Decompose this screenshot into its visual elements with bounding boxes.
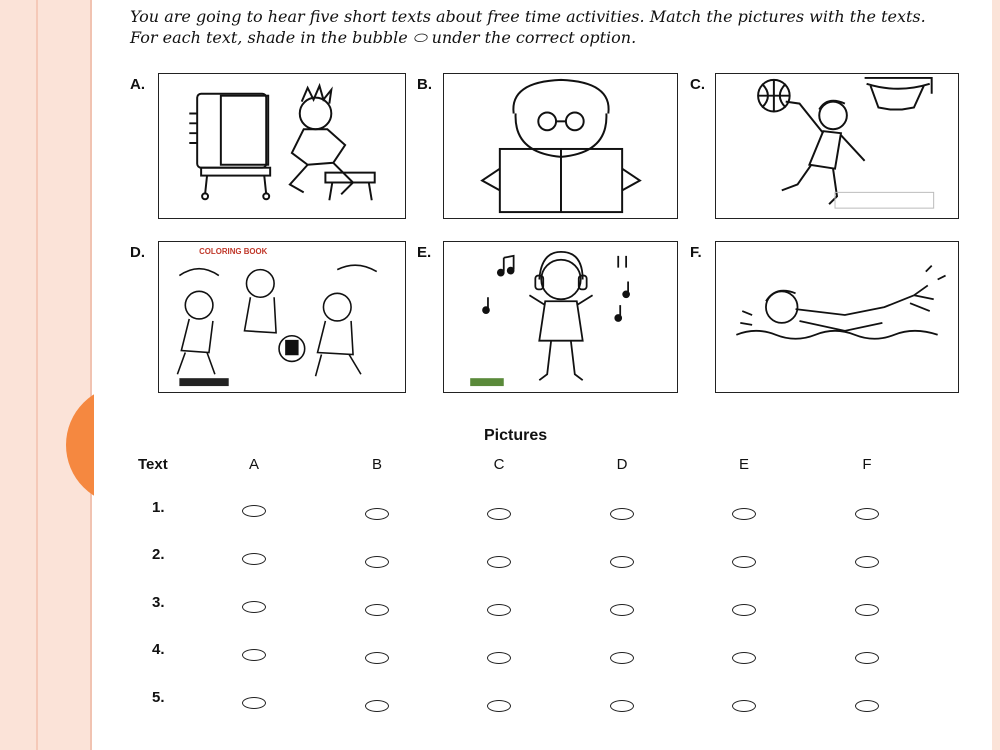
text-column-header: Text xyxy=(138,456,168,473)
answer-bubble-4-b[interactable] xyxy=(365,652,389,664)
answer-bubble-1-e[interactable] xyxy=(732,508,756,520)
answer-bubble-3-f[interactable] xyxy=(855,604,879,616)
boy-swimming-icon xyxy=(716,242,958,392)
row-label-3: 3. xyxy=(152,594,165,611)
answer-bubble-2-b[interactable] xyxy=(365,556,389,568)
column-header-b: B xyxy=(371,456,383,473)
answer-bubble-4-a[interactable] xyxy=(242,649,266,661)
boy-reading-book-icon xyxy=(444,74,677,218)
picture-f[interactable] xyxy=(715,241,959,393)
picture-label-e: E. xyxy=(417,244,432,261)
answer-bubble-4-e[interactable] xyxy=(732,652,756,664)
column-header-f: F xyxy=(862,456,872,473)
left-decor-line xyxy=(36,0,38,750)
answer-bubble-3-e[interactable] xyxy=(732,604,756,616)
column-header-a: A xyxy=(248,456,260,473)
instructions-text: You are going to hear five short texts about free time activities. Match the pictures with the texts. For each text, shade in the bubble ⬭ under the correct option. xyxy=(130,7,926,47)
picture-b[interactable] xyxy=(443,73,678,219)
answer-grid-title: Pictures xyxy=(484,427,548,444)
answer-bubble-1-f[interactable] xyxy=(855,508,879,520)
answer-bubble-2-f[interactable] xyxy=(855,556,879,568)
column-header-e: E xyxy=(738,456,750,473)
picture-label-d: D. xyxy=(130,244,145,261)
answer-bubble-4-f[interactable] xyxy=(855,652,879,664)
picture-e[interactable] xyxy=(443,241,678,393)
answer-bubble-5-c[interactable] xyxy=(487,700,511,712)
row-label-5: 5. xyxy=(152,689,165,706)
answer-bubble-5-d[interactable] xyxy=(610,700,634,712)
picture-d[interactable] xyxy=(158,241,406,393)
answer-bubble-5-e[interactable] xyxy=(732,700,756,712)
answer-bubble-1-b[interactable] xyxy=(365,508,389,520)
answer-bubble-3-d[interactable] xyxy=(610,604,634,616)
row-label-1: 1. xyxy=(152,499,165,516)
answer-bubble-1-c[interactable] xyxy=(487,508,511,520)
answer-bubble-5-b[interactable] xyxy=(365,700,389,712)
right-decor-band xyxy=(992,0,1000,750)
picture-c[interactable] xyxy=(715,73,959,219)
picture-label-f: F. xyxy=(690,244,702,261)
column-header-d: D xyxy=(616,456,628,473)
answer-bubble-3-a[interactable] xyxy=(242,601,266,613)
kids-playing-football-icon xyxy=(159,242,405,392)
answer-bubble-2-e[interactable] xyxy=(732,556,756,568)
picture-a[interactable] xyxy=(158,73,406,219)
answer-bubble-5-a[interactable] xyxy=(242,697,266,709)
picture-label-b: B. xyxy=(417,76,432,93)
answer-bubble-3-b[interactable] xyxy=(365,604,389,616)
answer-bubble-4-c[interactable] xyxy=(487,652,511,664)
answer-bubble-2-a[interactable] xyxy=(242,553,266,565)
girl-listening-music-icon xyxy=(444,242,677,392)
answer-bubble-2-c[interactable] xyxy=(487,556,511,568)
boy-at-computer-icon xyxy=(159,74,405,218)
picture-label-c: C. xyxy=(690,76,705,93)
answer-bubble-3-c[interactable] xyxy=(487,604,511,616)
answer-bubble-1-d[interactable] xyxy=(610,508,634,520)
row-label-2: 2. xyxy=(152,546,165,563)
left-decor-line xyxy=(90,0,92,750)
answer-bubble-2-d[interactable] xyxy=(610,556,634,568)
column-header-c: C xyxy=(493,456,505,473)
coloring-book-caption: COLORING BOOK xyxy=(199,246,268,256)
row-label-4: 4. xyxy=(152,641,165,658)
left-decor-band xyxy=(0,0,92,750)
answer-bubble-5-f[interactable] xyxy=(855,700,879,712)
boy-playing-basketball-icon xyxy=(716,74,958,218)
picture-label-a: A. xyxy=(130,76,145,93)
answer-bubble-4-d[interactable] xyxy=(610,652,634,664)
answer-bubble-1-a[interactable] xyxy=(242,505,266,517)
